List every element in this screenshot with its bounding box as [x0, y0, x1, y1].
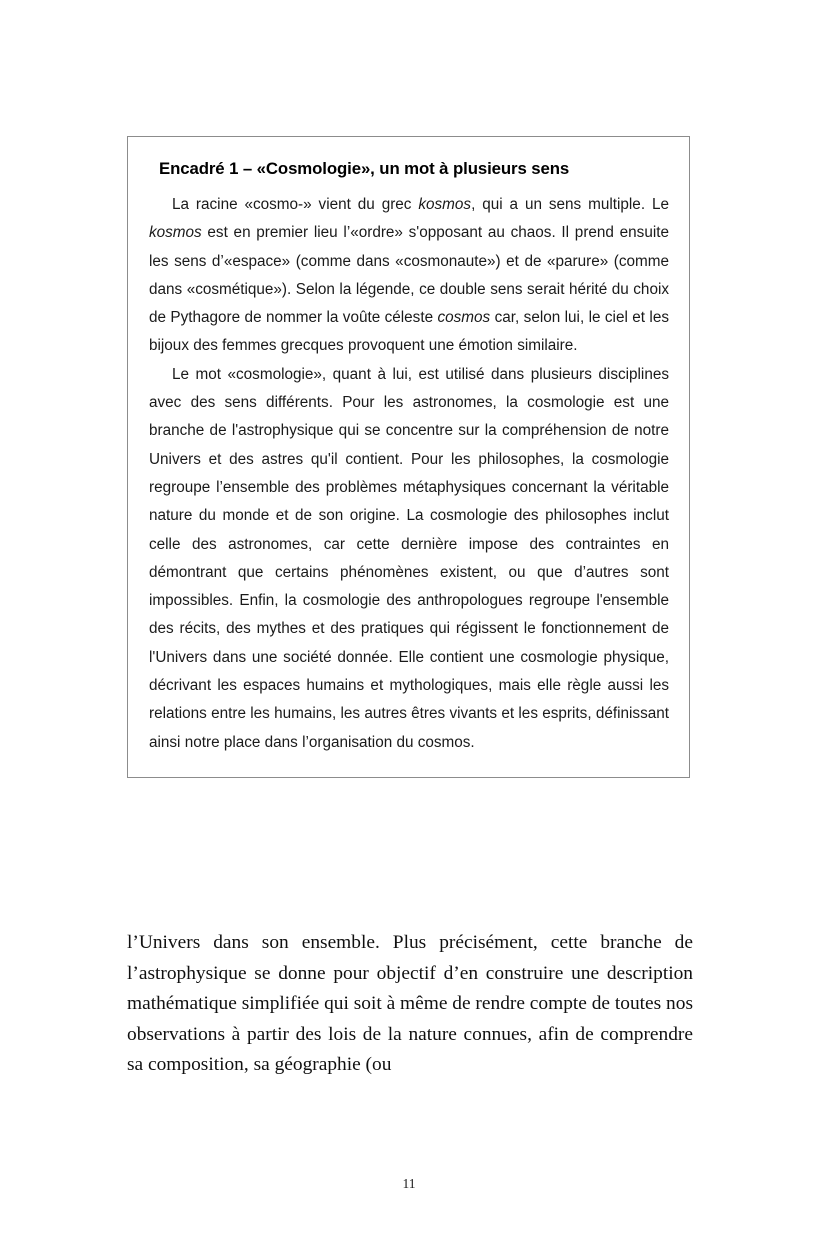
main-body-text	[127, 928, 693, 1081]
page-number: 11	[402, 1176, 416, 1191]
callout-box	[127, 136, 690, 778]
text-run: La racine «cosmo-» vient du grec	[172, 196, 419, 213]
callout-paragraph-2	[149, 361, 669, 757]
body-paragraph-1: l’Univers dans son ensemble. Plus précisément, cette branche de l’astrophysique se donne pour objectif d’en construire une description mathématique simplifiée qui soit à même de rendre compte de toutes nos observations à partir des lois de la nature connues, afin de comprendre sa composition, sa géographie (ou	[127, 932, 693, 1076]
italic-term: kosmos	[418, 196, 472, 213]
text-run: car, selon lui, le ciel et les bijoux des femmes grecques provoquent une émotion similaire.	[149, 309, 669, 355]
text-run: , qui a un sens multiple. Le	[471, 196, 669, 213]
text-run: Le mot «cosmologie», quant à lui, est utilisé dans plusieurs disciplines avec des sens différents. Pour les astronomes, la cosmologie est une branche de l'astrophysique qui se concentre sur la compréhension de notre Univers et des astres qu'il contient. Pour les philosophes, la cosmologie regroupe l’ensemble des problèmes métaphysiques concernant la véritable nature du monde et de son origine. La cosmologie des philosophes inclut celle des astronomes, car cette dernière impose des contraintes en démontrant que certains phénomènes existent, ou que d’autres sont impossibles. Enfin, la cosmologie des anthropologues regroupe l'ensemble des récits, des mythes et des pratiques qui régissent le fonctionnement de l'Univers dans une société donnée. Elle contient une cosmologie physique, décrivant les espaces humains et mythologiques, mais elle règle aussi les relations entre les humains, les autres êtres vivants et les esprits, définissant ainsi notre place dans l’organisation du cosmos.	[149, 365, 669, 751]
italic-term: cosmos	[437, 309, 491, 327]
italic-term: kosmos	[149, 224, 202, 242]
callout-box-body	[149, 191, 669, 757]
text-run: est en premier lieu l’«ordre» s'opposant au chaos. Il prend ensuite les sens d’«espace» (comme dans «cosmonaute») et de «parure» (comme dans «cosmétique»). Selon la légende, ce double sens serait hérité du choix de Pythagore de nommer la voûte céleste	[149, 224, 669, 327]
callout-paragraph-1	[149, 191, 669, 361]
callout-box-title: Encadré 1 – «Cosmologie», un mot à plusieurs sens	[159, 159, 570, 178]
